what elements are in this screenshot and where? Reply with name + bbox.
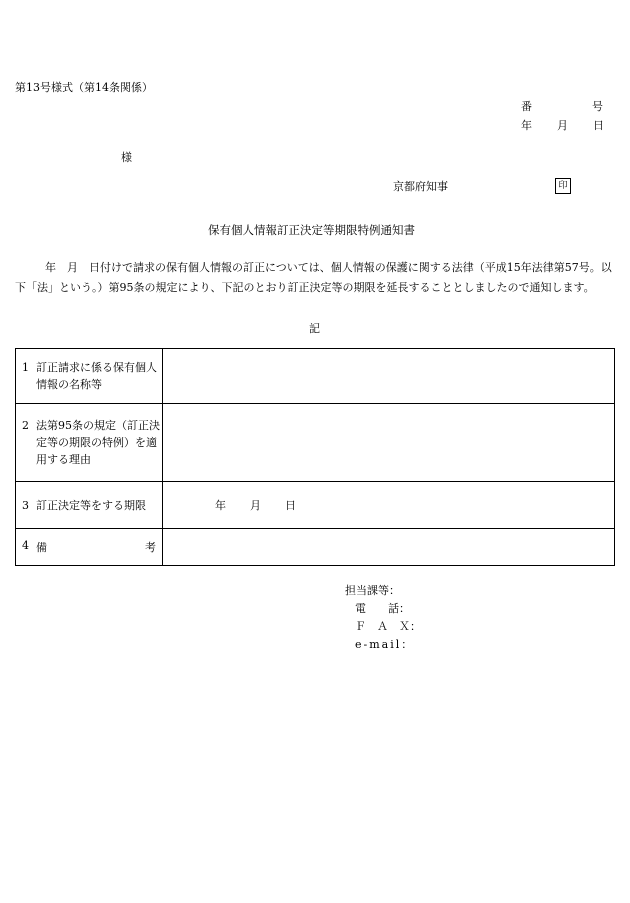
period-month-label: 月 (250, 499, 261, 512)
contact-dept: 担当課等： (345, 584, 400, 597)
period-year-label: 年 (215, 499, 226, 512)
number-ban-label: 番 (521, 100, 532, 113)
row1-label: 訂正請求に係る保有個人情報の名称等 (36, 361, 157, 391)
row3-label: 訂正決定等をする期限 (36, 498, 146, 512)
issuer-name: 京都府知事 (393, 180, 448, 193)
table-row (16, 349, 615, 404)
ki-heading: 記 (309, 322, 320, 335)
table-row (16, 482, 615, 529)
form-number-header: 第13号様式（第14条関係） (15, 81, 153, 94)
table-row (16, 404, 615, 482)
contact-phone: 電 話： (355, 602, 410, 615)
row2-value-cell[interactable] (163, 404, 615, 482)
row1-number: 1 (22, 361, 29, 374)
row4-number: 4 (22, 539, 29, 552)
row2-label-cell (16, 404, 163, 482)
details-table (15, 348, 615, 566)
row4-label-left: 備 (36, 541, 47, 554)
row3-label-cell (16, 482, 163, 529)
number-go-label: 号 (592, 100, 603, 113)
date-year-label: 年 (521, 119, 532, 132)
date-day-label: 日 (593, 119, 604, 132)
row3-value-cell[interactable] (163, 482, 615, 529)
row4-value-cell[interactable] (163, 529, 615, 566)
seal-mark: 印 (555, 178, 571, 194)
body-paragraph: 年 月 日付けで請求の保有個人情報の訂正については、個人情報の保護に関する法律（平成15年法律第57号。以下「法」という。）第95条の規定により、下記のとおり訂正決定等の期限を延長することとしましたので通知します。 (15, 261, 612, 294)
row1-value-cell[interactable] (163, 349, 615, 404)
contact-block (345, 582, 421, 654)
contact-email: e-mail： (355, 638, 415, 651)
row2-number: 2 (22, 419, 29, 432)
date-month-label: 月 (557, 119, 568, 132)
row3-number: 3 (22, 498, 29, 512)
table-row (16, 529, 615, 566)
row4-label-cell (16, 529, 163, 566)
row1-label-cell (16, 349, 163, 404)
row2-label: 法第95条の規定（訂正決定等の期限の特例）を適用する理由 (36, 419, 160, 466)
contact-fax: Ｆ Ａ Ｘ： (355, 620, 421, 633)
period-day-label: 日 (285, 499, 296, 512)
document-title: 保有個人情報訂正決定等期限特例通知書 (208, 223, 415, 237)
row4-label-right: 考 (145, 541, 156, 554)
addressee-suffix: 様 (121, 151, 132, 164)
